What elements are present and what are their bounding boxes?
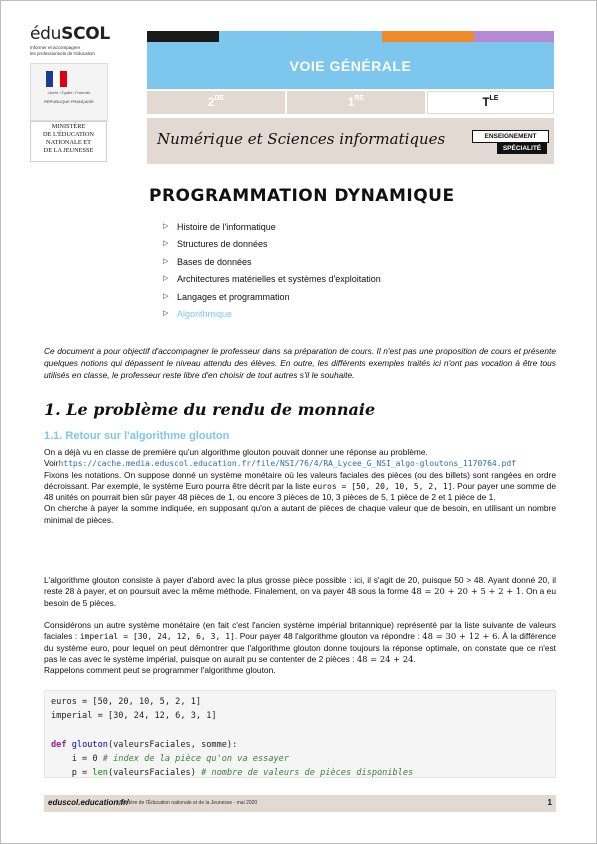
triangle-right-icon: ▷ (163, 275, 169, 283)
math-formula: 48 = 24 + 24 (356, 653, 414, 664)
paragraph-text: On a déjà vu en classe de première qu'un algorithme glouton pouvait donner une réponse au problème. (44, 447, 428, 457)
ministry-line: DE LA JEUNESSE (43, 147, 94, 154)
color-bar-orange (382, 31, 474, 42)
intro-paragraph: Ce document a pour objectif d'accompagner le professeur dans sa préparation de cours. Il n'est pas une proposition de cours et présente quelques notions qui dépassent le niveau attendu des élèves. En outre, les différents exemples traités ici n'ont pas vocation à être tous utilisés en classe, le professeur reste libre d'en choisir de tout autres s'il le souhaite. (44, 346, 556, 380)
subsection-heading: 1.1. Retour sur l'algorithme glouton (44, 430, 230, 442)
ministry-block (30, 121, 107, 162)
level-suffix: DE (214, 95, 225, 102)
triangle-right-icon: ▷ (163, 257, 169, 265)
paragraph-text: On cherche à payer la somme indiquée, en supposant qu'on a autant de pièces de chaque valeur que de besoin, en utilisant un nombre minimal de pièces. (44, 503, 556, 525)
paragraph (44, 575, 556, 609)
logo-text-scol: SCOL (61, 24, 110, 44)
voie-banner: VOIE GÉNÉRALE (147, 42, 554, 89)
color-bar-blue (219, 31, 382, 42)
ministry-line: DE L'ÉDUCATION (43, 131, 94, 138)
level-suffix: LE (489, 95, 499, 102)
paragraph-text: Rappelons comment peut se programmer l'algorithme glouton. (44, 665, 276, 676)
code-line: imperial = [30, 24, 12, 6, 3, 1] (51, 711, 217, 722)
ministry-line: MINISTÈRE (51, 123, 86, 130)
logo-tagline-line2: les professionnels de l'éducation (30, 50, 95, 56)
paragraph-text: . À la différence du système euro, pour lequel on peut démontrer que l'algorithme glouton donne toujours la réponse optimale, on constate que ce n'est pas le cas avec le système impérial, puisque on aurait pu se contenter de 2 pièces : (44, 631, 557, 664)
section-heading: 1. Le problème du rendu de monnaie (44, 400, 376, 419)
theme-label: Architectures matérielles et systèmes d'exploitation (177, 274, 381, 285)
subject-title: Numérique et Sciences informatiques (157, 130, 446, 148)
paragraph (44, 447, 556, 526)
theme-item-current[interactable] (163, 308, 381, 325)
level-number: T (482, 96, 490, 109)
paragraph (44, 620, 556, 676)
logo-tagline (30, 45, 120, 56)
subject-banner (147, 118, 554, 164)
footer-site-link[interactable]: eduscol.education.fr/ (48, 798, 129, 807)
page-number: 1 (547, 798, 552, 807)
math-formula: 48 = 20 + 20 + 5 + 2 + 1 (411, 586, 522, 597)
inline-code: euros = [50, 20, 10, 5, 2, 1] (312, 481, 453, 491)
paragraph-text: Fixons les notations. On suppose donné un système monétaire où les valeurs faciales des pièces (ou des billets) sont rangées en ordre décroissant. Par exemple, le système Euro pourra être décrit par la liste (44, 469, 556, 491)
footer-text: Ministère de l'Éducation nationale et de la Jeunesse - mai 2020 (117, 800, 258, 806)
theme-label: Bases de données (177, 256, 252, 267)
theme-item[interactable] (163, 238, 381, 255)
triangle-right-icon: ▷ (163, 240, 169, 248)
code-block (44, 690, 556, 778)
math-formula: 48 = 30 + 12 + 6 (422, 631, 498, 642)
triangle-right-icon: ▷ (163, 223, 169, 230)
color-bar-dark (147, 31, 219, 42)
pdf-link[interactable]: https://cache.media.eduscol.education.fr/file/NSI/76/4/RA_Lycee_G_NSI_algo-gloutons_1170764.pdf (58, 459, 516, 469)
document-title: PROGRAMMATION DYNAMIQUE (149, 186, 455, 206)
level-tab-terminale[interactable] (427, 91, 554, 114)
triangle-right-icon: ▷ (163, 309, 169, 317)
badge-enseignement: ENSEIGNEMENT (472, 130, 549, 143)
paragraph-text: L'algorithme glouton consiste à payer d'abord avec la plus grosse pièce possible : ici, il s'agit de 20, puisque 50 > 48. Ayant donné 20, il reste 28 à payer, et on poursuit avec la même méthode. Finalement, on va payer 48 sous la forme (44, 575, 556, 597)
paragraph-text: Considérons un autre système monétaire (en fait c'est l'ancien système impérial britannique) représenté par la liste suivante de valeurs faciales : (44, 620, 556, 642)
code-line: euros = [50, 20, 10, 5, 2, 1] (51, 697, 202, 707)
inline-code: imperial = [30, 24, 12, 6, 3, 1] (79, 632, 235, 642)
paragraph-text: . Pour payer 48 l'algorithme glouton va répondre : (234, 631, 420, 642)
theme-item[interactable] (163, 291, 381, 308)
footer (44, 795, 556, 812)
paragraph-text: . Pour payer une somme de 48 unités on pourrait bien sûr payer 48 pièces de 1, ou encore 3 pièces de 10, 3 pièces de 5, 1 pièce de 2 et 1 pièce de 1. (44, 480, 556, 503)
theme-item[interactable] (163, 256, 381, 273)
republic-text: RÉPUBLIQUE FRANÇAISE (44, 99, 94, 104)
marianne-logo (30, 63, 108, 121)
eduscol-logo[interactable] (30, 26, 120, 56)
logo-text-edu: édu (30, 24, 62, 44)
code-rest: glouton(valeursFaciales, somme): (71, 739, 238, 750)
paragraph-text: Voir (44, 458, 59, 469)
french-flag-icon (46, 71, 67, 87)
color-bar-purple (474, 31, 554, 42)
level-number: 2 (207, 96, 215, 109)
level-suffix: RE (354, 95, 365, 102)
triangle-right-icon: ▷ (163, 292, 169, 300)
badge-specialite: SPÉCIALITÉ (497, 143, 547, 154)
theme-list (163, 221, 381, 325)
logo-tagline-line1: Informer et accompagner (30, 45, 81, 50)
ministry-line: NATIONALE ET (46, 139, 91, 146)
level-tab-2de[interactable] (147, 91, 285, 114)
code-line: i = 0 # index de la pièce qu'on va essayer (51, 753, 290, 764)
level-number: 1 (347, 96, 355, 109)
code-line-def: def glouton(valeursFaciales, somme): (51, 739, 238, 750)
theme-item[interactable] (163, 221, 381, 238)
theme-label: Langages et programmation (177, 291, 290, 302)
paragraph-text: . On a eu besoin de 5 pièces. (44, 586, 556, 608)
theme-label: Structures de données (177, 239, 268, 250)
level-tabs (147, 91, 554, 114)
code-line: p = len(valeursFaciales) # nombre de valeurs de pièces disponibles (51, 768, 414, 778)
theme-label: Histoire de l'informatique (177, 222, 276, 232)
theme-item[interactable] (163, 273, 381, 290)
theme-label: Algorithmique (177, 308, 233, 319)
motto-text: Liberté • Égalité • Fraternité (47, 91, 91, 95)
level-tab-1re[interactable] (287, 91, 425, 114)
paragraph-text: . (413, 653, 416, 664)
code-line (51, 723, 549, 737)
